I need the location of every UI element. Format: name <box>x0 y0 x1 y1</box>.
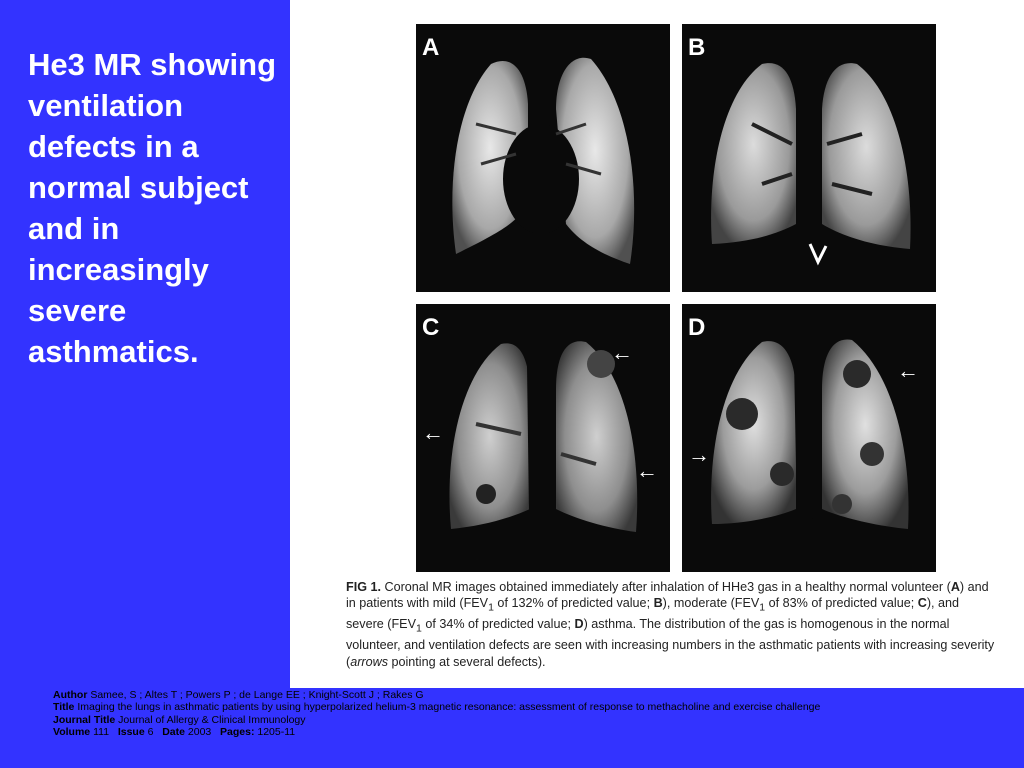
mri-panel-a <box>416 24 670 292</box>
caption-panel-ref: A <box>950 580 960 594</box>
caption-panel-ref: C <box>917 596 927 611</box>
citation-journal-line <box>53 714 1013 726</box>
citation-label: Issue <box>117 726 145 739</box>
citation-block <box>53 689 1013 739</box>
lung-image-d <box>682 304 936 572</box>
citation-volume: 111 <box>90 726 110 739</box>
citation-author-line <box>53 689 1013 701</box>
citation-pages: 1205-11 <box>254 726 296 739</box>
citation-journal: Journal of Allergy & Clinical Immunology <box>115 713 306 726</box>
caption-text: ), and severe (FEV <box>346 596 960 632</box>
citation-label: Date <box>162 726 185 739</box>
caption-text: ) and in patients with mild (FEV <box>346 580 989 611</box>
caption-text: ), moderate (FEV <box>662 596 760 611</box>
panel-label-a: A <box>422 34 440 61</box>
caption-text: of 34% of predicted value; <box>421 617 575 632</box>
citation-title: Imaging the lungs in asthmatic patients by using hyperpolarized helium-3 magnetic resonance: assessment of response to methacholine and exercise challenge <box>74 701 821 714</box>
caption-text: of 83% of predicted value; <box>765 596 918 611</box>
citation-label: Title <box>53 701 75 714</box>
defect-arrow-icon: ← <box>422 420 444 445</box>
caption-text: pointing at several defects). <box>388 654 546 669</box>
citation-date: 2003 <box>184 726 212 739</box>
caption-subscript: 1 <box>488 601 494 614</box>
caption-text: of 132% of predicted value; <box>493 596 654 611</box>
citation-label: Pages: <box>220 726 255 739</box>
caption-panel-ref: D <box>574 617 584 632</box>
citation-volume-line <box>53 726 1013 738</box>
citation-issue: 6 <box>144 726 154 739</box>
caption-text: ) asthma. The distribution of the gas is homogenous in the normal volunteer, and ventilation defects are seen with increasing numbers in the asthmatic patients with increasing severity ( <box>346 617 995 669</box>
mri-panel-c <box>416 304 670 572</box>
figure-caption <box>346 579 996 670</box>
caption-fig-label: FIG 1. <box>346 580 381 594</box>
figure-panel <box>290 0 1024 688</box>
lung-image-b <box>682 24 936 292</box>
defect-arrow-icon: ← <box>688 442 710 467</box>
caption-panel-ref: B <box>653 596 663 611</box>
defect-arrow-icon: ← <box>897 358 919 383</box>
lung-image-a <box>416 24 670 292</box>
slide-title: He3 MR showing ventilation defects in a normal subject and in increasingly severe asthmatics. <box>28 47 277 369</box>
citation-author: Samee, S ; Altes T ; Powers P ; de Lange EE ; Knight-Scott J ; Rakes G <box>87 689 424 701</box>
citation-label: Journal Title <box>53 713 116 726</box>
citation-label: Volume <box>53 726 91 739</box>
panel-label-d: D <box>688 314 706 341</box>
caption-subscript: 1 <box>416 622 422 635</box>
mri-panel-d <box>682 304 936 572</box>
panel-label-b: B <box>688 34 706 61</box>
defect-arrow-icon: ← <box>611 340 633 365</box>
caption-subscript: 1 <box>759 601 766 614</box>
caption-italic: arrows <box>350 654 388 669</box>
defect-arrow-icon: ← <box>636 458 658 483</box>
mri-panel-b <box>682 24 936 292</box>
caption-text: Coronal MR images obtained immediately after inhalation of HHe3 gas in a healthy normal volunteer ( <box>381 580 951 594</box>
citation-title-line <box>53 701 1013 713</box>
citation-label: Author <box>53 689 88 701</box>
panel-label-c: C <box>422 314 440 341</box>
